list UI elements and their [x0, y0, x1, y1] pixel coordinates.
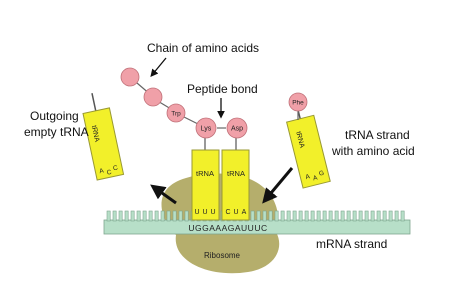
mrna-tooth [317, 211, 320, 221]
outgoing-anticodon-3: C [112, 164, 119, 173]
mrna-tooth [365, 211, 368, 221]
asp-trna-label: tRNA [227, 169, 245, 178]
asp-trna [222, 136, 249, 220]
outgoing-anticodon-1: A [98, 167, 105, 176]
incoming-label-line2: with amino acid [332, 144, 415, 158]
mrna-tooth [263, 211, 266, 221]
mrna-tooth [167, 211, 170, 221]
asp-anticodon-2: U [233, 209, 239, 216]
mrna-tooth [335, 211, 338, 221]
mrna-tooth [401, 211, 404, 221]
mrna-tooth [353, 211, 356, 221]
mrna-tooth [161, 211, 164, 221]
asp-label: Asp [230, 125, 244, 133]
outgoing-anticodon-2: C [106, 168, 113, 177]
mrna-tooth [347, 211, 350, 221]
mrna-tooth [299, 211, 302, 221]
lys-anticodon-1: U [194, 209, 200, 216]
incoming-label-line1: tRNA strand [345, 128, 410, 142]
mrna-tooth [107, 211, 110, 221]
amino-acid-2 [144, 88, 162, 106]
phe-anticodon-2: A [312, 174, 319, 183]
mrna-label: mRNA strand [316, 237, 388, 251]
lys-anticodon-3: U [210, 209, 216, 216]
amino-acid-1 [121, 68, 139, 86]
mrna-tooth [119, 211, 122, 221]
mrna-tooth [113, 211, 116, 221]
lys-trna-label: tRNA [196, 169, 214, 178]
mrna-sequence: UGGAAAGAUUUC [188, 223, 268, 233]
asp-anticodon-3: A [241, 209, 247, 216]
lys-trna [192, 136, 219, 220]
mrna-tooth [269, 211, 272, 221]
mrna-tooth [275, 211, 278, 221]
mrna-tooth [185, 211, 188, 221]
mrna-tooth [155, 211, 158, 221]
trp-label: Trp [171, 110, 181, 118]
mrna-tooth [137, 211, 140, 221]
mrna-tooth [329, 211, 332, 221]
incoming-arrow [266, 168, 292, 199]
mrna-tooth [395, 211, 398, 221]
mrna-tooth [341, 211, 344, 221]
asp-anticodon-1: C [225, 209, 231, 216]
mrna-tooth [149, 211, 152, 221]
phe-anticodon-3: G [318, 169, 325, 178]
phe-label: Phe [292, 99, 304, 107]
chain-arrow [152, 58, 166, 75]
incoming-trna [283, 99, 330, 188]
incoming-trna-label: tRNA [294, 130, 306, 149]
peptide-bond-label: Peptide bond [187, 82, 258, 96]
mrna-tooth [311, 211, 314, 221]
phe-anticodon-1: A [304, 173, 311, 182]
mrna-tooth [359, 211, 362, 221]
mrna-tooth [251, 211, 254, 221]
mrna-tooth [383, 211, 386, 221]
chain-label: Chain of amino acids [147, 41, 260, 55]
mrna-tooth [287, 211, 290, 221]
mrna-tooth [389, 211, 392, 221]
mrna-tooth [131, 211, 134, 221]
mrna-tooth [281, 211, 284, 221]
mrna-tooth [125, 211, 128, 221]
mrna-tooth [323, 211, 326, 221]
mrna-tooth [179, 211, 182, 221]
lys-label: Lys [200, 125, 212, 133]
outgoing-label-line2: empty tRNA [24, 125, 89, 139]
mrna-tooth [293, 211, 296, 221]
mrna-tooth [143, 211, 146, 221]
outgoing-trna-label: tRNA [89, 124, 101, 143]
mrna-tooth [257, 211, 260, 221]
lys-anticodon-2: U [202, 209, 208, 216]
mrna-tooth [305, 211, 308, 221]
mrna-tooth [377, 211, 380, 221]
outgoing-label-line1: Outgoing [30, 109, 79, 123]
mrna-tooth [371, 211, 374, 221]
mrna-tooth [173, 211, 176, 221]
ribosome-label: Ribosome [203, 251, 241, 260]
